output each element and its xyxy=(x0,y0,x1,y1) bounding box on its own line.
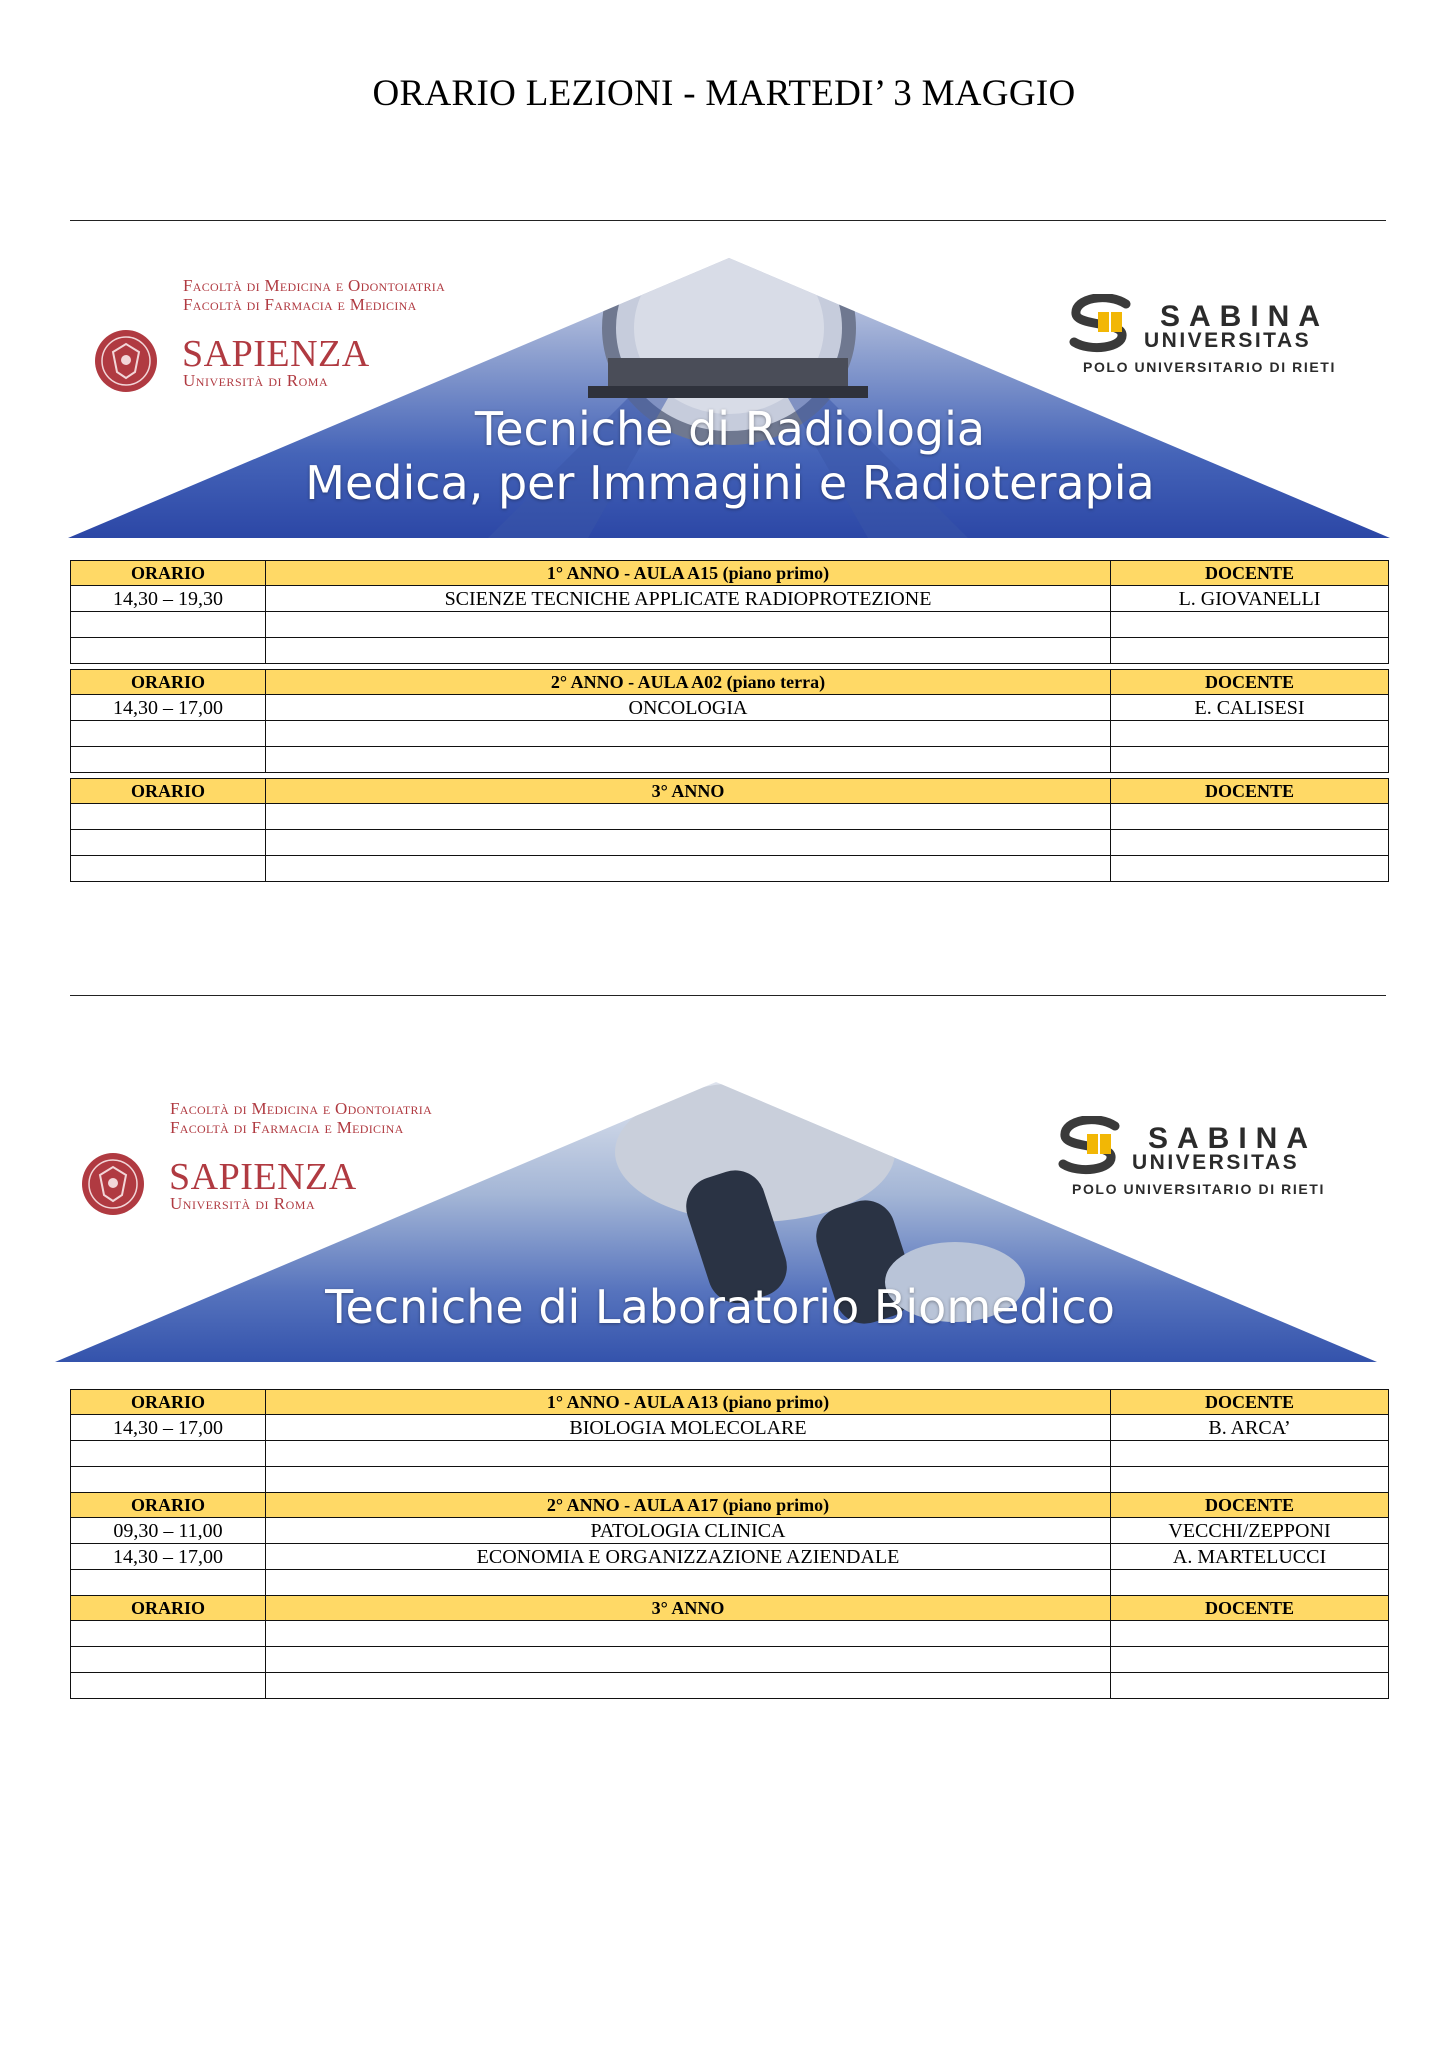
faculty-line-2: Facoltà di Farmacia e Medicina xyxy=(170,1118,404,1137)
cell-materia: BIOLOGIA MOLECOLARE xyxy=(266,1415,1111,1441)
sabina-name: SABINA xyxy=(1160,300,1330,333)
header-anno: 2° ANNO - AULA A17 (piano primo) xyxy=(266,1493,1111,1518)
cell-orario xyxy=(71,1467,266,1493)
sabina-logo-icon xyxy=(1068,294,1132,354)
header-docente: DOCENTE xyxy=(1111,1596,1389,1621)
table-row xyxy=(71,856,1389,882)
cell-orario xyxy=(71,1441,266,1467)
table-row xyxy=(71,1441,1389,1467)
table-row xyxy=(71,747,1389,773)
header-orario: ORARIO xyxy=(71,561,266,586)
cell-orario: 09,30 – 11,00 xyxy=(71,1518,266,1544)
cell-docente xyxy=(1111,856,1389,882)
sapienza-subtitle: Università di Roma xyxy=(183,371,329,390)
cell-materia xyxy=(266,1570,1111,1596)
cell-materia: ECONOMIA E ORGANIZZAZIONE AZIENDALE xyxy=(266,1544,1111,1570)
cell-materia: ONCOLOGIA xyxy=(266,695,1111,721)
faculty-names xyxy=(170,1099,432,1137)
cell-docente xyxy=(1111,1621,1389,1647)
table-row xyxy=(71,1415,1389,1441)
cell-orario xyxy=(71,1673,266,1699)
cell-materia: PATOLOGIA CLINICA xyxy=(266,1518,1111,1544)
sabina-polo: POLO UNIVERSITARIO DI RIETI xyxy=(1083,359,1336,375)
table-row xyxy=(71,804,1389,830)
cell-docente xyxy=(1111,1647,1389,1673)
table-row xyxy=(71,721,1389,747)
cell-materia xyxy=(266,1621,1111,1647)
schedule-table-radiologia xyxy=(70,560,1389,882)
course-title-line-2: Medica, per Immagini e Radioterapia xyxy=(305,456,1155,510)
table-row xyxy=(71,695,1389,721)
header-docente: DOCENTE xyxy=(1111,1390,1389,1415)
table-row xyxy=(71,586,1389,612)
cell-materia: SCIENZE TECNICHE APPLICATE RADIOPROTEZIONE xyxy=(266,586,1111,612)
cell-materia xyxy=(266,721,1111,747)
cell-docente: VECCHI/ZEPPONI xyxy=(1111,1518,1389,1544)
cell-docente xyxy=(1111,638,1389,664)
cell-docente xyxy=(1111,747,1389,773)
table-header-row xyxy=(71,1493,1389,1518)
cell-docente xyxy=(1111,1570,1389,1596)
cell-orario xyxy=(71,747,266,773)
cell-materia xyxy=(266,830,1111,856)
cell-materia xyxy=(266,1441,1111,1467)
table-row xyxy=(71,612,1389,638)
sapienza-subtitle: Università di Roma xyxy=(170,1194,316,1213)
header-orario: ORARIO xyxy=(71,670,266,695)
header-orario: ORARIO xyxy=(71,1596,266,1621)
cell-materia xyxy=(266,747,1111,773)
cell-docente xyxy=(1111,830,1389,856)
header-anno: 2° ANNO - AULA A02 (piano terra) xyxy=(266,670,1111,695)
cell-docente xyxy=(1111,804,1389,830)
cell-orario: 14,30 – 17,00 xyxy=(71,695,266,721)
cell-docente xyxy=(1111,1673,1389,1699)
cell-docente xyxy=(1111,612,1389,638)
faculty-line-1: Facoltà di Medicina e Odontoiatria xyxy=(170,1099,433,1118)
cell-docente xyxy=(1111,1467,1389,1493)
table-row xyxy=(71,1570,1389,1596)
cell-docente xyxy=(1111,721,1389,747)
table-row xyxy=(71,1621,1389,1647)
course-title-radiologia xyxy=(200,402,1260,510)
cell-materia xyxy=(266,638,1111,664)
header-anno: 3° ANNO xyxy=(266,779,1111,804)
cell-docente: A. MARTELUCCI xyxy=(1111,1544,1389,1570)
cell-orario: 14,30 – 17,00 xyxy=(71,1415,266,1441)
cell-orario xyxy=(71,1570,266,1596)
cell-materia xyxy=(266,1647,1111,1673)
header-anno: 3° ANNO xyxy=(266,1596,1111,1621)
table-row xyxy=(71,1467,1389,1493)
header-docente: DOCENTE xyxy=(1111,561,1389,586)
faculty-line-1: Facoltà di Medicina e Odontoiatria xyxy=(183,276,446,295)
cell-materia xyxy=(266,856,1111,882)
sabina-universitas: UNIVERSITAS xyxy=(1132,1151,1300,1174)
cell-materia xyxy=(266,804,1111,830)
sapienza-seal-icon xyxy=(80,1151,146,1217)
table-header-row xyxy=(71,1390,1389,1415)
faculty-line-2: Facoltà di Farmacia e Medicina xyxy=(183,295,417,314)
cell-docente: E. CALISESI xyxy=(1111,695,1389,721)
sabina-universitas: UNIVERSITAS xyxy=(1144,329,1312,352)
cell-orario xyxy=(71,1647,266,1673)
cell-orario xyxy=(71,638,266,664)
cell-orario xyxy=(71,1621,266,1647)
table-header-row xyxy=(71,779,1389,804)
cell-docente: B. ARCA’ xyxy=(1111,1415,1389,1441)
cell-orario: 14,30 – 17,00 xyxy=(71,1544,266,1570)
course-title-line-1: Tecniche di Laboratorio Biomedico xyxy=(325,1280,1115,1334)
table-row xyxy=(71,830,1389,856)
cell-orario xyxy=(71,804,266,830)
cell-docente xyxy=(1111,1441,1389,1467)
cell-orario xyxy=(71,721,266,747)
table-header-row xyxy=(71,670,1389,695)
header-anno: 1° ANNO - AULA A13 (piano primo) xyxy=(266,1390,1111,1415)
sabina-logo-icon xyxy=(1057,1116,1121,1176)
header-anno: 1° ANNO - AULA A15 (piano primo) xyxy=(266,561,1111,586)
schedule-table-laboratorio xyxy=(70,1389,1389,1699)
table-header-row xyxy=(71,1596,1389,1621)
header-docente: DOCENTE xyxy=(1111,1493,1389,1518)
faculty-names xyxy=(183,276,445,314)
sabina-polo: POLO UNIVERSITARIO DI RIETI xyxy=(1072,1181,1325,1197)
table-row xyxy=(71,1518,1389,1544)
cell-orario xyxy=(71,830,266,856)
header-docente: DOCENTE xyxy=(1111,670,1389,695)
course-title-line-1: Tecniche di Radiologia xyxy=(474,402,986,456)
sabina-name: SABINA xyxy=(1148,1122,1318,1155)
header-orario: ORARIO xyxy=(71,1493,266,1518)
cell-docente: L. GIOVANELLI xyxy=(1111,586,1389,612)
table-row xyxy=(71,638,1389,664)
header-orario: ORARIO xyxy=(71,1390,266,1415)
cell-orario: 14,30 – 19,30 xyxy=(71,586,266,612)
table-header-row xyxy=(71,561,1389,586)
table-row xyxy=(71,1647,1389,1673)
cell-materia xyxy=(266,1467,1111,1493)
page-title: ORARIO LEZIONI - MARTEDI’ 3 MAGGIO xyxy=(372,73,1076,114)
course-title-laboratorio xyxy=(200,1280,1240,1334)
cell-orario xyxy=(71,856,266,882)
section-divider xyxy=(70,995,1386,996)
cell-materia xyxy=(266,1673,1111,1699)
table-row xyxy=(71,1673,1389,1699)
section-divider xyxy=(70,220,1386,221)
cell-materia xyxy=(266,612,1111,638)
header-docente: DOCENTE xyxy=(1111,779,1389,804)
sapienza-name: SAPIENZA xyxy=(182,333,370,375)
sapienza-name: SAPIENZA xyxy=(169,1156,357,1198)
header-orario: ORARIO xyxy=(71,779,266,804)
sapienza-seal-icon xyxy=(93,328,159,394)
cell-orario xyxy=(71,612,266,638)
table-row xyxy=(71,1544,1389,1570)
